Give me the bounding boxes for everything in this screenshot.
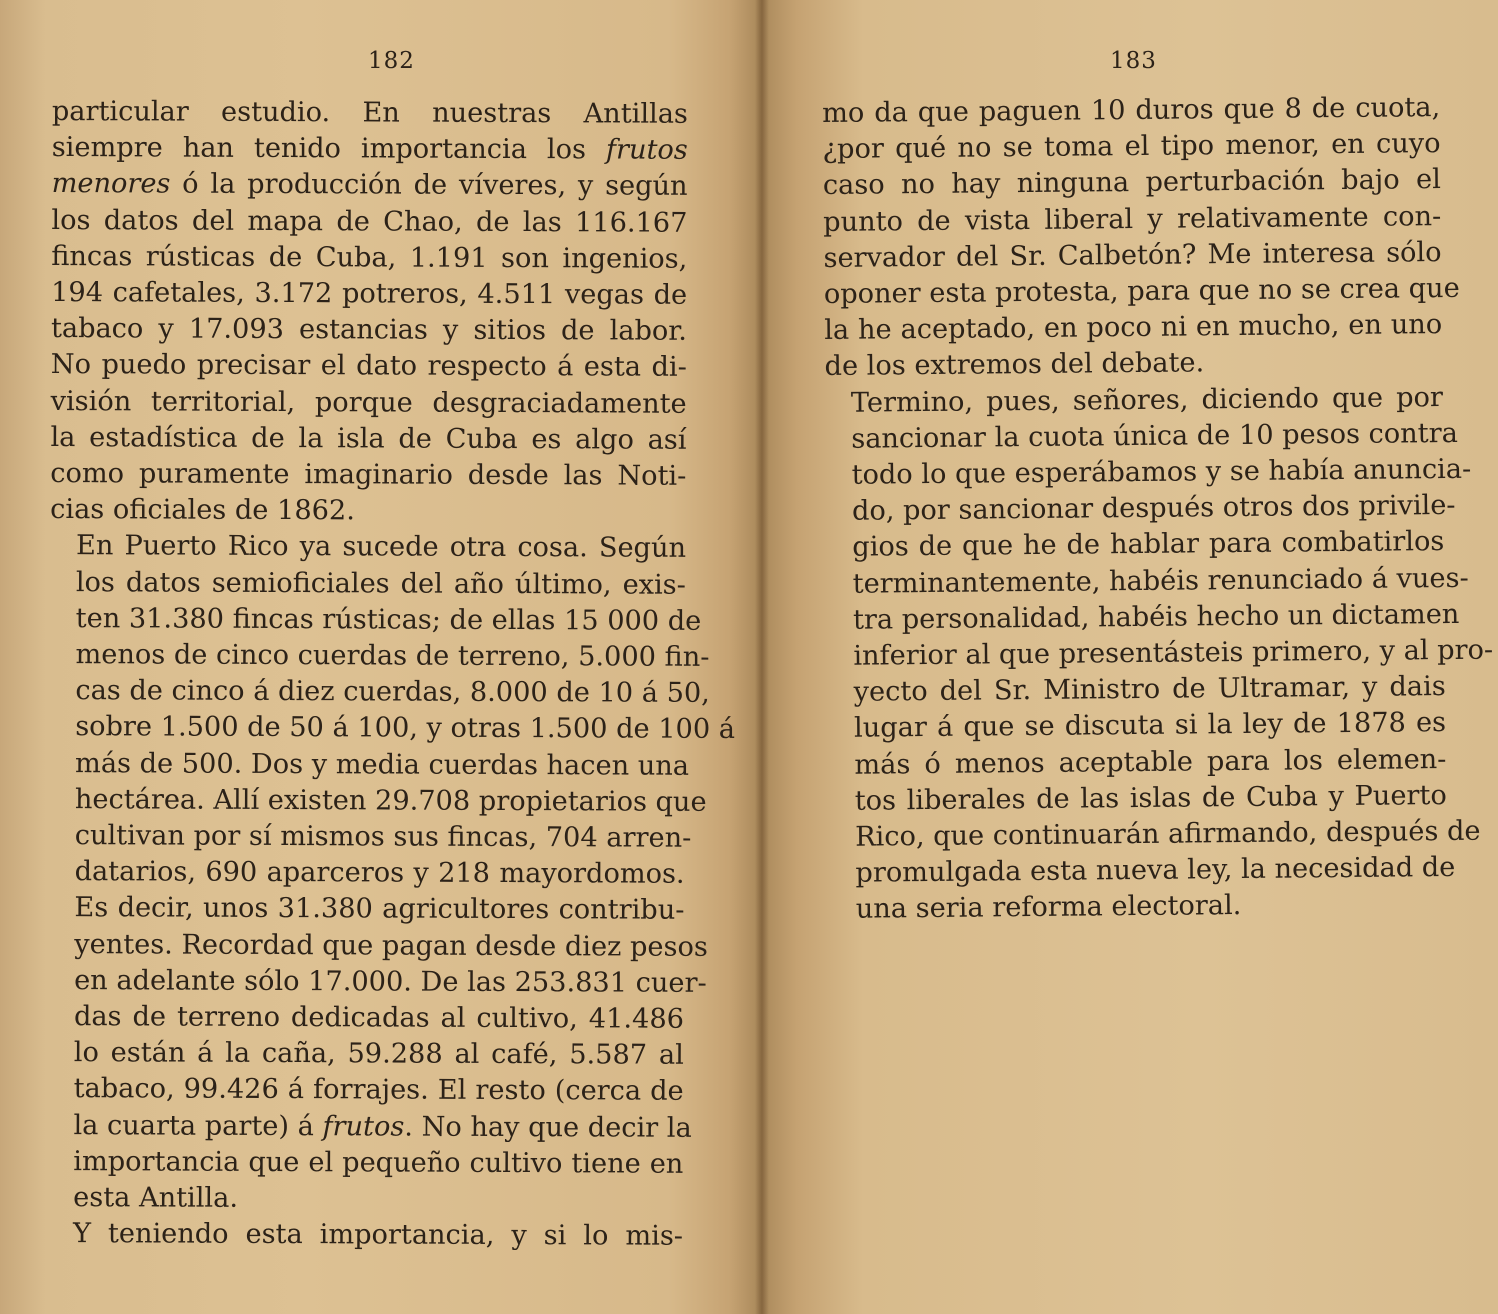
text-line: Es decir, unos 31.380 agricultores contribu- <box>74 892 685 927</box>
page-number-right: 183 <box>1110 48 1157 74</box>
text-line: Y teniendo esta importancia, y si lo mis- <box>72 1218 684 1253</box>
text-line: das de terreno dedicadas al cultivo, 41.486 <box>73 1001 685 1035</box>
italic-word: frutos <box>322 1110 405 1143</box>
page-number-left: 182 <box>368 48 415 74</box>
text-line: una seria reforma electoral. <box>855 890 1242 926</box>
text-line: cultivan por sí mismos sus fincas, 704 arren- <box>74 820 692 854</box>
text-line: más ó menos aceptable para los elemen- <box>854 743 1447 781</box>
right-page <box>760 0 1498 1314</box>
text-line: yecto del Sr. Ministro de Ultramar, y dais <box>853 671 1446 708</box>
text-line: tabaco, 99.426 á forrajes. El resto (cerca de <box>73 1073 684 1108</box>
text-line: inferior al que presentásteis primero, y al pro- <box>853 634 1494 672</box>
text-line: esta Antilla. <box>73 1182 239 1214</box>
text-line: los datos semioficiales del año último, exis- <box>75 566 686 601</box>
text-line: oponer esta protesta, para que no se crea que <box>823 272 1460 311</box>
text-line: hectárea. Allí existen 29.708 propietarios que <box>74 783 707 818</box>
text-line: la cuarta parte) á frutos. No hay que decir la <box>73 1109 692 1144</box>
paragraph <box>47 528 736 1219</box>
text-line: menores ó la producción de víveres, y según <box>51 168 688 203</box>
text-line: ten 31.380 fincas rústicas; de ellas 15 000 de <box>75 602 702 637</box>
text-line: menos de cinco cuerdas de terreno, 5.000 fin- <box>75 639 710 673</box>
text-line: cas de cinco á diez cuerdas, 8.000 de 10 á 50, <box>75 675 710 710</box>
text-line: servador del Sr. Calbetón? Me interesa sólo <box>823 236 1442 274</box>
text-line: terminantemente, habéis renunciado á vues- <box>852 562 1469 600</box>
text-line: tra personalidad, habéis hecho un dictamen <box>852 598 1460 636</box>
text-line: la he aceptado, en poco ni en mucho, en uno <box>824 309 1443 347</box>
paragraph <box>50 94 688 531</box>
text-line: fincas rústicas de Cuba, 1.191 son ingenios, <box>51 240 688 275</box>
text-line: yentes. Recordad que pagan desde diez pesos <box>74 928 708 963</box>
text-line: particular estudio. En nuestras Antillas <box>51 95 688 130</box>
text-line: datarios, 690 aparceros y 218 mayordomos. <box>74 856 685 891</box>
italic-word: menores <box>51 168 171 200</box>
text-line: siempre han tenido importancia los frutos <box>51 132 688 166</box>
text-line: cias oficiales de 1862. <box>50 494 355 527</box>
text-line: lo están á la caña, 59.288 al café, 5.587 al <box>73 1037 684 1072</box>
paragraph <box>47 1216 683 1255</box>
text-line: visión territorial, porque desgraciadamente <box>50 385 687 420</box>
text-line: Termino, pues, señores, diciendo que por <box>850 381 1444 419</box>
text-line: mo da que paguen 10 duros que 8 de cuota, <box>822 92 1441 129</box>
paragraph <box>822 90 1460 386</box>
text-line: más de 500. Dos y media cuerdas hacen una <box>75 747 690 782</box>
text-line: importancia que el pequeño cultivo tiene en <box>73 1145 684 1180</box>
book-gutter <box>755 0 769 1314</box>
text-line: todo lo que esperábamos y se había anuncia- <box>851 453 1472 491</box>
text-line: caso no hay ninguna perturbación bajo el <box>822 164 1441 202</box>
text-line: sobre 1.500 de 50 á 100, y otras 1.500 de 100 á <box>75 711 736 746</box>
text-line: de los extremos del debate. <box>824 347 1205 383</box>
italic-word: frutos <box>605 134 688 166</box>
text-line: promulgada esta nueva ley, la necesidad de <box>855 852 1456 889</box>
text-line: do, por sancionar después otros dos privile- <box>851 490 1456 527</box>
text-line: tos liberales de las islas de Cuba y Puerto <box>854 779 1447 817</box>
text-line: En Puerto Rico ya sucede otra cosa. Según <box>75 530 687 565</box>
text-line: Rico, que continuarán afirmando, después de <box>854 815 1481 853</box>
text-line: tabaco y 17.093 estancias y sitios de labor. <box>50 313 688 347</box>
text-line: lugar á que se discuta si la ley de 1878 es <box>853 707 1447 745</box>
text-line: 194 cafetales, 3.172 potreros, 4.511 vegas de <box>51 277 688 311</box>
text-line: punto de vista liberal y relativamente con- <box>823 200 1442 238</box>
text-line: en adelante sólo 17.000. De las 253.831 cuer- <box>74 964 707 999</box>
right-page-body <box>822 90 1494 929</box>
text-line: No puedo precisar el dato respecto á esta di- <box>50 349 687 384</box>
text-line: ¿por qué no se toma el tipo menor, en cuyo <box>822 128 1441 166</box>
left-page-body <box>47 94 736 1255</box>
text-line: los datos del mapa de Chao, de las 116.167 <box>51 204 688 239</box>
text-line: gios de que he de hablar para combatirlos <box>852 526 1445 564</box>
paragraph <box>825 380 1494 929</box>
text-line: como puramente imaginario desde las Noti- <box>50 458 687 492</box>
text-line: sancionar la cuota única de 10 pesos contra <box>851 417 1458 455</box>
text-line: la estadística de la isla de Cuba es algo así <box>50 421 687 456</box>
